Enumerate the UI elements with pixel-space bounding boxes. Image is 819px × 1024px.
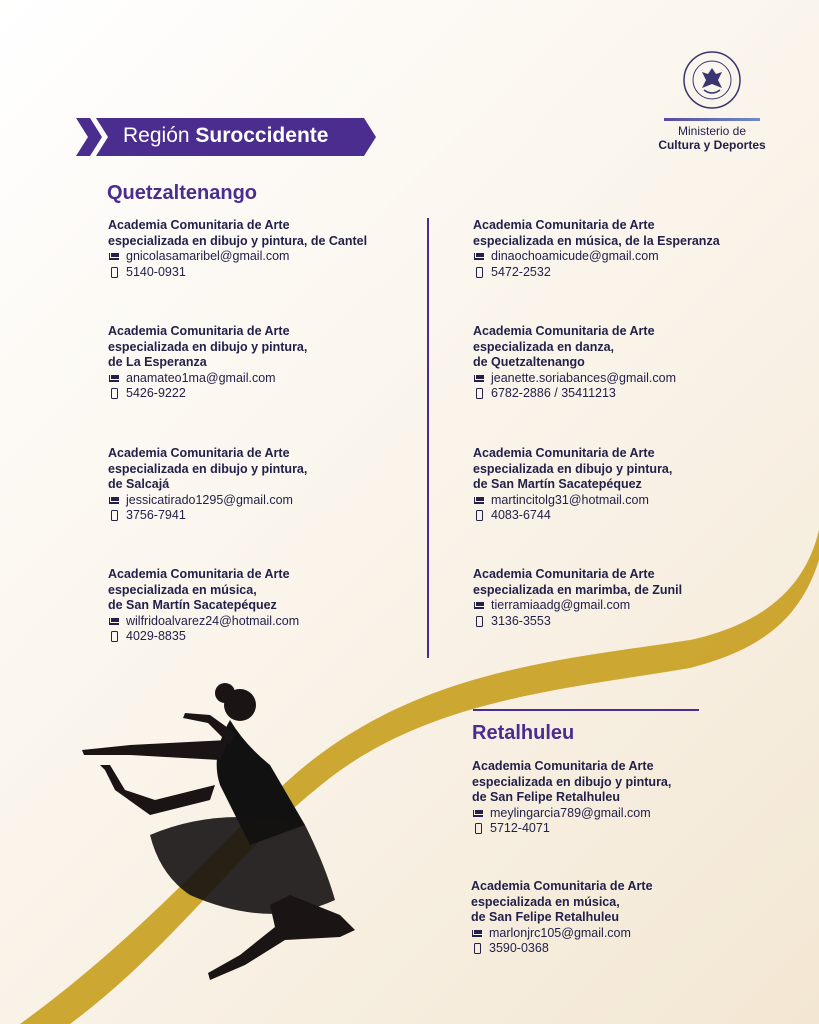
academy-name-line: Academia Comunitaria de Arte <box>472 759 654 773</box>
academy-name-line: especializada en música, <box>108 582 257 597</box>
academy-name-line: de La Esperanza <box>108 355 207 369</box>
academy-name-line: especializada en dibujo y pintura, <box>473 461 673 476</box>
academy-name-line: Academia Comunitaria de Arte <box>108 324 290 338</box>
academy-name <box>473 567 793 598</box>
ministry-name-line2: Cultura y Deportes <box>658 138 766 152</box>
email-address[interactable]: anamateo1ma@gmail.com <box>126 370 276 385</box>
logo-divider <box>664 118 760 121</box>
academy-name-line: Academia Comunitaria de Arte <box>473 446 655 460</box>
phone-number[interactable]: 3136-3553 <box>491 613 551 628</box>
academy-name <box>108 567 428 614</box>
mobile-phone-icon <box>473 388 485 399</box>
academy-name <box>472 759 792 806</box>
phone-row <box>473 386 793 402</box>
ministry-logo <box>652 50 772 152</box>
dancer-silhouette-image <box>70 665 360 995</box>
email-row <box>473 493 793 509</box>
email-row <box>473 598 793 614</box>
envelope-icon <box>473 497 485 504</box>
academy-name-line: Academia Comunitaria de Arte <box>473 567 655 581</box>
envelope-icon <box>471 930 483 937</box>
academy-name <box>108 446 428 493</box>
section-title-retalhuleu: Retalhuleu <box>472 722 575 744</box>
academy-name <box>473 218 793 249</box>
phone-row <box>471 941 791 957</box>
envelope-icon <box>108 375 120 382</box>
mobile-phone-icon <box>108 631 120 642</box>
academy-name-line: especializada en dibujo y pintura, <box>108 461 308 476</box>
academy-name <box>471 879 791 926</box>
email-row <box>108 614 428 630</box>
academy-name-line: especializada en dibujo y pintura, <box>472 774 672 789</box>
academy-name-line: de San Felipe Retalhuleu <box>472 790 620 804</box>
phone-number[interactable]: 5426-9222 <box>126 386 186 400</box>
email-row <box>108 249 428 265</box>
phone-row <box>108 386 428 402</box>
academy-name-line: Academia Comunitaria de Arte <box>108 218 290 232</box>
academy-entry <box>473 218 793 280</box>
envelope-icon <box>473 253 485 260</box>
academy-entry <box>471 879 791 957</box>
academy-name-line: especializada en música, de la Esperanza <box>473 233 720 248</box>
phone-number[interactable]: 5472-2532 <box>491 264 551 279</box>
envelope-icon <box>473 375 485 382</box>
email-row <box>472 806 792 822</box>
email-row <box>473 249 793 265</box>
region-banner-title <box>123 124 328 148</box>
email-address[interactable]: marlonjrc105@gmail.com <box>489 925 631 940</box>
mobile-phone-icon <box>472 823 484 834</box>
email-address[interactable]: dinaochoamicude@gmail.com <box>491 249 659 263</box>
section-divider <box>473 709 699 711</box>
banner-prefix: Región <box>123 124 190 147</box>
academy-name-line: Academia Comunitaria de Arte <box>108 446 290 460</box>
academy-entry <box>108 218 428 280</box>
phone-row <box>108 629 428 645</box>
academy-name <box>108 324 428 371</box>
mobile-phone-icon <box>108 267 120 278</box>
academy-name-line: Academia Comunitaria de Arte <box>473 324 655 338</box>
phone-number[interactable]: 5712-4071 <box>490 821 550 835</box>
academy-entry <box>108 446 428 524</box>
academy-entry <box>108 324 428 402</box>
academy-name-line: especializada en dibujo y pintura, <box>108 339 308 354</box>
academy-name-line: de Salcajá <box>108 477 170 491</box>
mobile-phone-icon <box>108 510 120 521</box>
mobile-phone-icon <box>473 510 485 521</box>
academy-name <box>108 218 428 249</box>
section-title-quetzaltenango: Quetzaltenango <box>107 182 258 204</box>
academy-name <box>473 324 793 371</box>
mobile-phone-icon <box>108 388 120 399</box>
phone-number[interactable]: 4029-8835 <box>126 629 186 643</box>
phone-number[interactable]: 3590-0368 <box>489 941 549 955</box>
phone-row <box>472 821 792 837</box>
email-address[interactable]: meylingarcia789@gmail.com <box>490 805 651 820</box>
email-row <box>108 493 428 509</box>
email-address[interactable]: martincitolg31@hotmail.com <box>491 492 649 507</box>
academy-name-line: especializada en música, <box>471 894 620 909</box>
guatemala-seal-icon <box>682 50 742 110</box>
phone-row <box>108 508 428 524</box>
phone-number[interactable]: 5140-0931 <box>126 264 186 279</box>
academy-entry <box>473 567 793 629</box>
academy-name-line: Academia Comunitaria de Arte <box>108 567 290 581</box>
email-address[interactable]: jessicatirado1295@gmail.com <box>126 492 293 507</box>
email-address[interactable]: gnicolasamaribel@gmail.com <box>126 249 290 263</box>
academy-name-line: especializada en dibujo y pintura, de Cantel <box>108 233 368 248</box>
envelope-icon <box>108 253 120 260</box>
email-address[interactable]: wilfridoalvarez24@hotmail.com <box>126 613 300 628</box>
academy-name-line: de Quetzaltenango <box>473 355 585 369</box>
academy-entry <box>472 759 792 837</box>
envelope-icon <box>108 618 120 625</box>
mobile-phone-icon <box>473 616 485 627</box>
academy-name-line: de San Martín Sacatepéquez <box>473 477 642 491</box>
envelope-icon <box>473 602 485 609</box>
phone-row <box>473 508 793 524</box>
academy-entry <box>108 567 428 645</box>
academy-entry <box>473 446 793 524</box>
academy-name-line: especializada en marimba, de Zunil <box>473 582 683 597</box>
banner-region-name: Suroccidente <box>195 124 329 147</box>
academy-name-line: de San Felipe Retalhuleu <box>471 910 619 924</box>
envelope-icon <box>108 497 120 504</box>
mobile-phone-icon <box>471 943 483 954</box>
academy-name-line: Academia Comunitaria de Arte <box>471 879 653 893</box>
email-row <box>471 926 791 942</box>
phone-row <box>473 265 793 281</box>
phone-number[interactable]: 6782-2886 / 35411213 <box>491 386 616 400</box>
email-address[interactable]: jeanette.soriabances@gmail.com <box>491 370 677 385</box>
email-row <box>473 371 793 387</box>
mobile-phone-icon <box>473 267 485 278</box>
phone-number[interactable]: 3756-7941 <box>126 508 186 522</box>
phone-number[interactable]: 4083-6744 <box>491 508 551 522</box>
ministry-name-line1: Ministerio de <box>677 124 747 138</box>
academy-name-line: de San Martín Sacatepéquez <box>108 598 277 612</box>
academy-name <box>473 446 793 493</box>
phone-row <box>108 265 428 281</box>
phone-row <box>473 614 793 630</box>
email-address[interactable]: tierramiaadg@gmail.com <box>491 598 631 612</box>
academy-name-line: Academia Comunitaria de Arte <box>473 218 655 232</box>
email-row <box>108 371 428 387</box>
academy-name-line: especializada en danza, <box>473 339 615 354</box>
academy-entry <box>473 324 793 402</box>
envelope-icon <box>472 810 484 817</box>
